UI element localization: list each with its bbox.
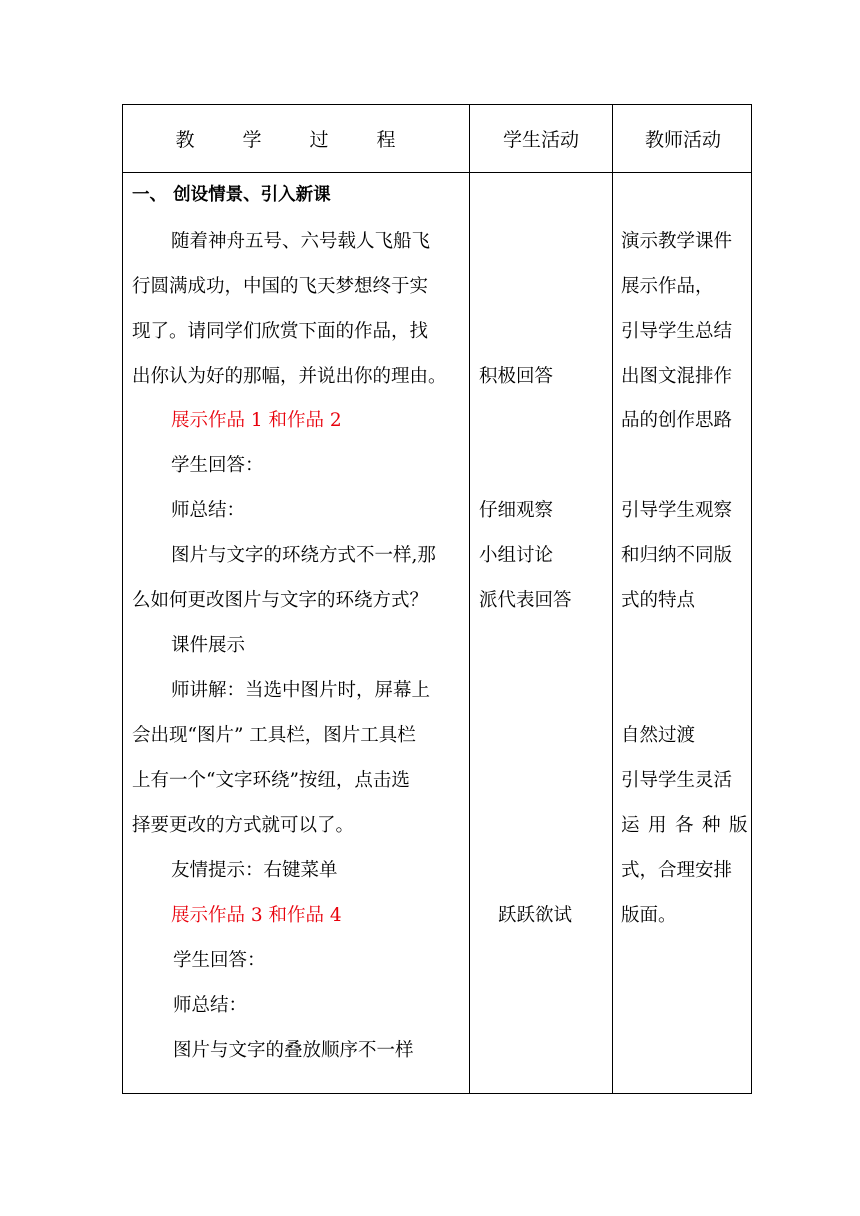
intro-line: 行圆满成功，中国的飞天梦想终于实 (132, 276, 429, 297)
final-summary: 图片与文字的叠放顺序不一样 (173, 1040, 414, 1061)
intro-line: 现了。请同学们欣赏下面的作品，找 (132, 321, 429, 342)
teacher-activity-line: 演示教学课件 (621, 231, 733, 252)
column-divider (469, 105, 470, 1093)
teacher-activity-line: 引导学生观察 (621, 500, 733, 521)
teacher-activity-line: 式的特点 (621, 590, 696, 611)
courseware-display: 课件展示 (171, 635, 246, 656)
teacher-activity-line: 运用各种版 (621, 815, 757, 836)
teacher-activity-line: 和归纳不同版 (621, 545, 733, 566)
explain-line: 择要更改的方式就可以了。 (132, 815, 355, 836)
explain-line: 师讲解：当选中图片时，屏幕上 (171, 680, 431, 701)
explain-line: 上有一个“文字环绕”按纽，点击选 (132, 770, 410, 791)
teacher-activity-line: 引导学生总结 (621, 321, 733, 342)
explain-line: 会出现“图片” 工具栏，图片工具栏 (132, 725, 416, 746)
teacher-activity-line: 式，合理安排 (621, 860, 733, 881)
student-activity-observe: 仔细观察 (479, 500, 554, 521)
teacher-activity-line: 自然过渡 (621, 725, 696, 746)
student-activity-eager: 跃跃欲试 (498, 905, 573, 926)
lesson-table (122, 104, 757, 1094)
summary-line: 么如何更改图片与文字的环绕方式？ (132, 590, 429, 611)
student-answer-label: 学生回答： (171, 455, 264, 476)
column-divider (612, 105, 613, 1093)
intro-line: 出你认为好的那幅，并说出你的理由。 (132, 366, 447, 387)
header-divider (123, 172, 751, 173)
teacher-activity-line: 品的创作思路 (621, 410, 733, 431)
student-activity-answer: 积极回答 (479, 366, 554, 387)
teacher-activity-line: 版面。 (621, 905, 677, 926)
teacher-summary-label: 师总结： (173, 995, 248, 1016)
teacher-activity-line: 展示作品， (621, 276, 714, 297)
friendly-tip: 友情提示：右键菜单 (171, 860, 338, 881)
teacher-activity-line: 出图文混排作 (621, 366, 733, 387)
show-works-1-2: 展示作品 1 和作品 2 (171, 410, 342, 431)
section-title: 一、 创设情景、引入新课 (132, 185, 331, 205)
student-answer-label: 学生回答： (173, 950, 266, 971)
teacher-activity-line: 引导学生灵活 (621, 770, 733, 791)
student-activity-discuss: 小组讨论 (479, 545, 554, 566)
header-teacher-activity: 教师活动 (644, 129, 721, 151)
header-process: 教 学 过 程 (175, 129, 417, 151)
teacher-summary-label: 师总结： (171, 500, 246, 521)
summary-line: 图片与文字的环绕方式不一样,那 (171, 545, 436, 566)
header-student-activity: 学生活动 (502, 129, 579, 151)
intro-line: 随着神舟五号、六号载人飞船飞 (171, 231, 431, 252)
student-activity-rep: 派代表回答 (479, 590, 572, 611)
show-works-3-4: 展示作品 3 和作品 4 (171, 905, 342, 926)
